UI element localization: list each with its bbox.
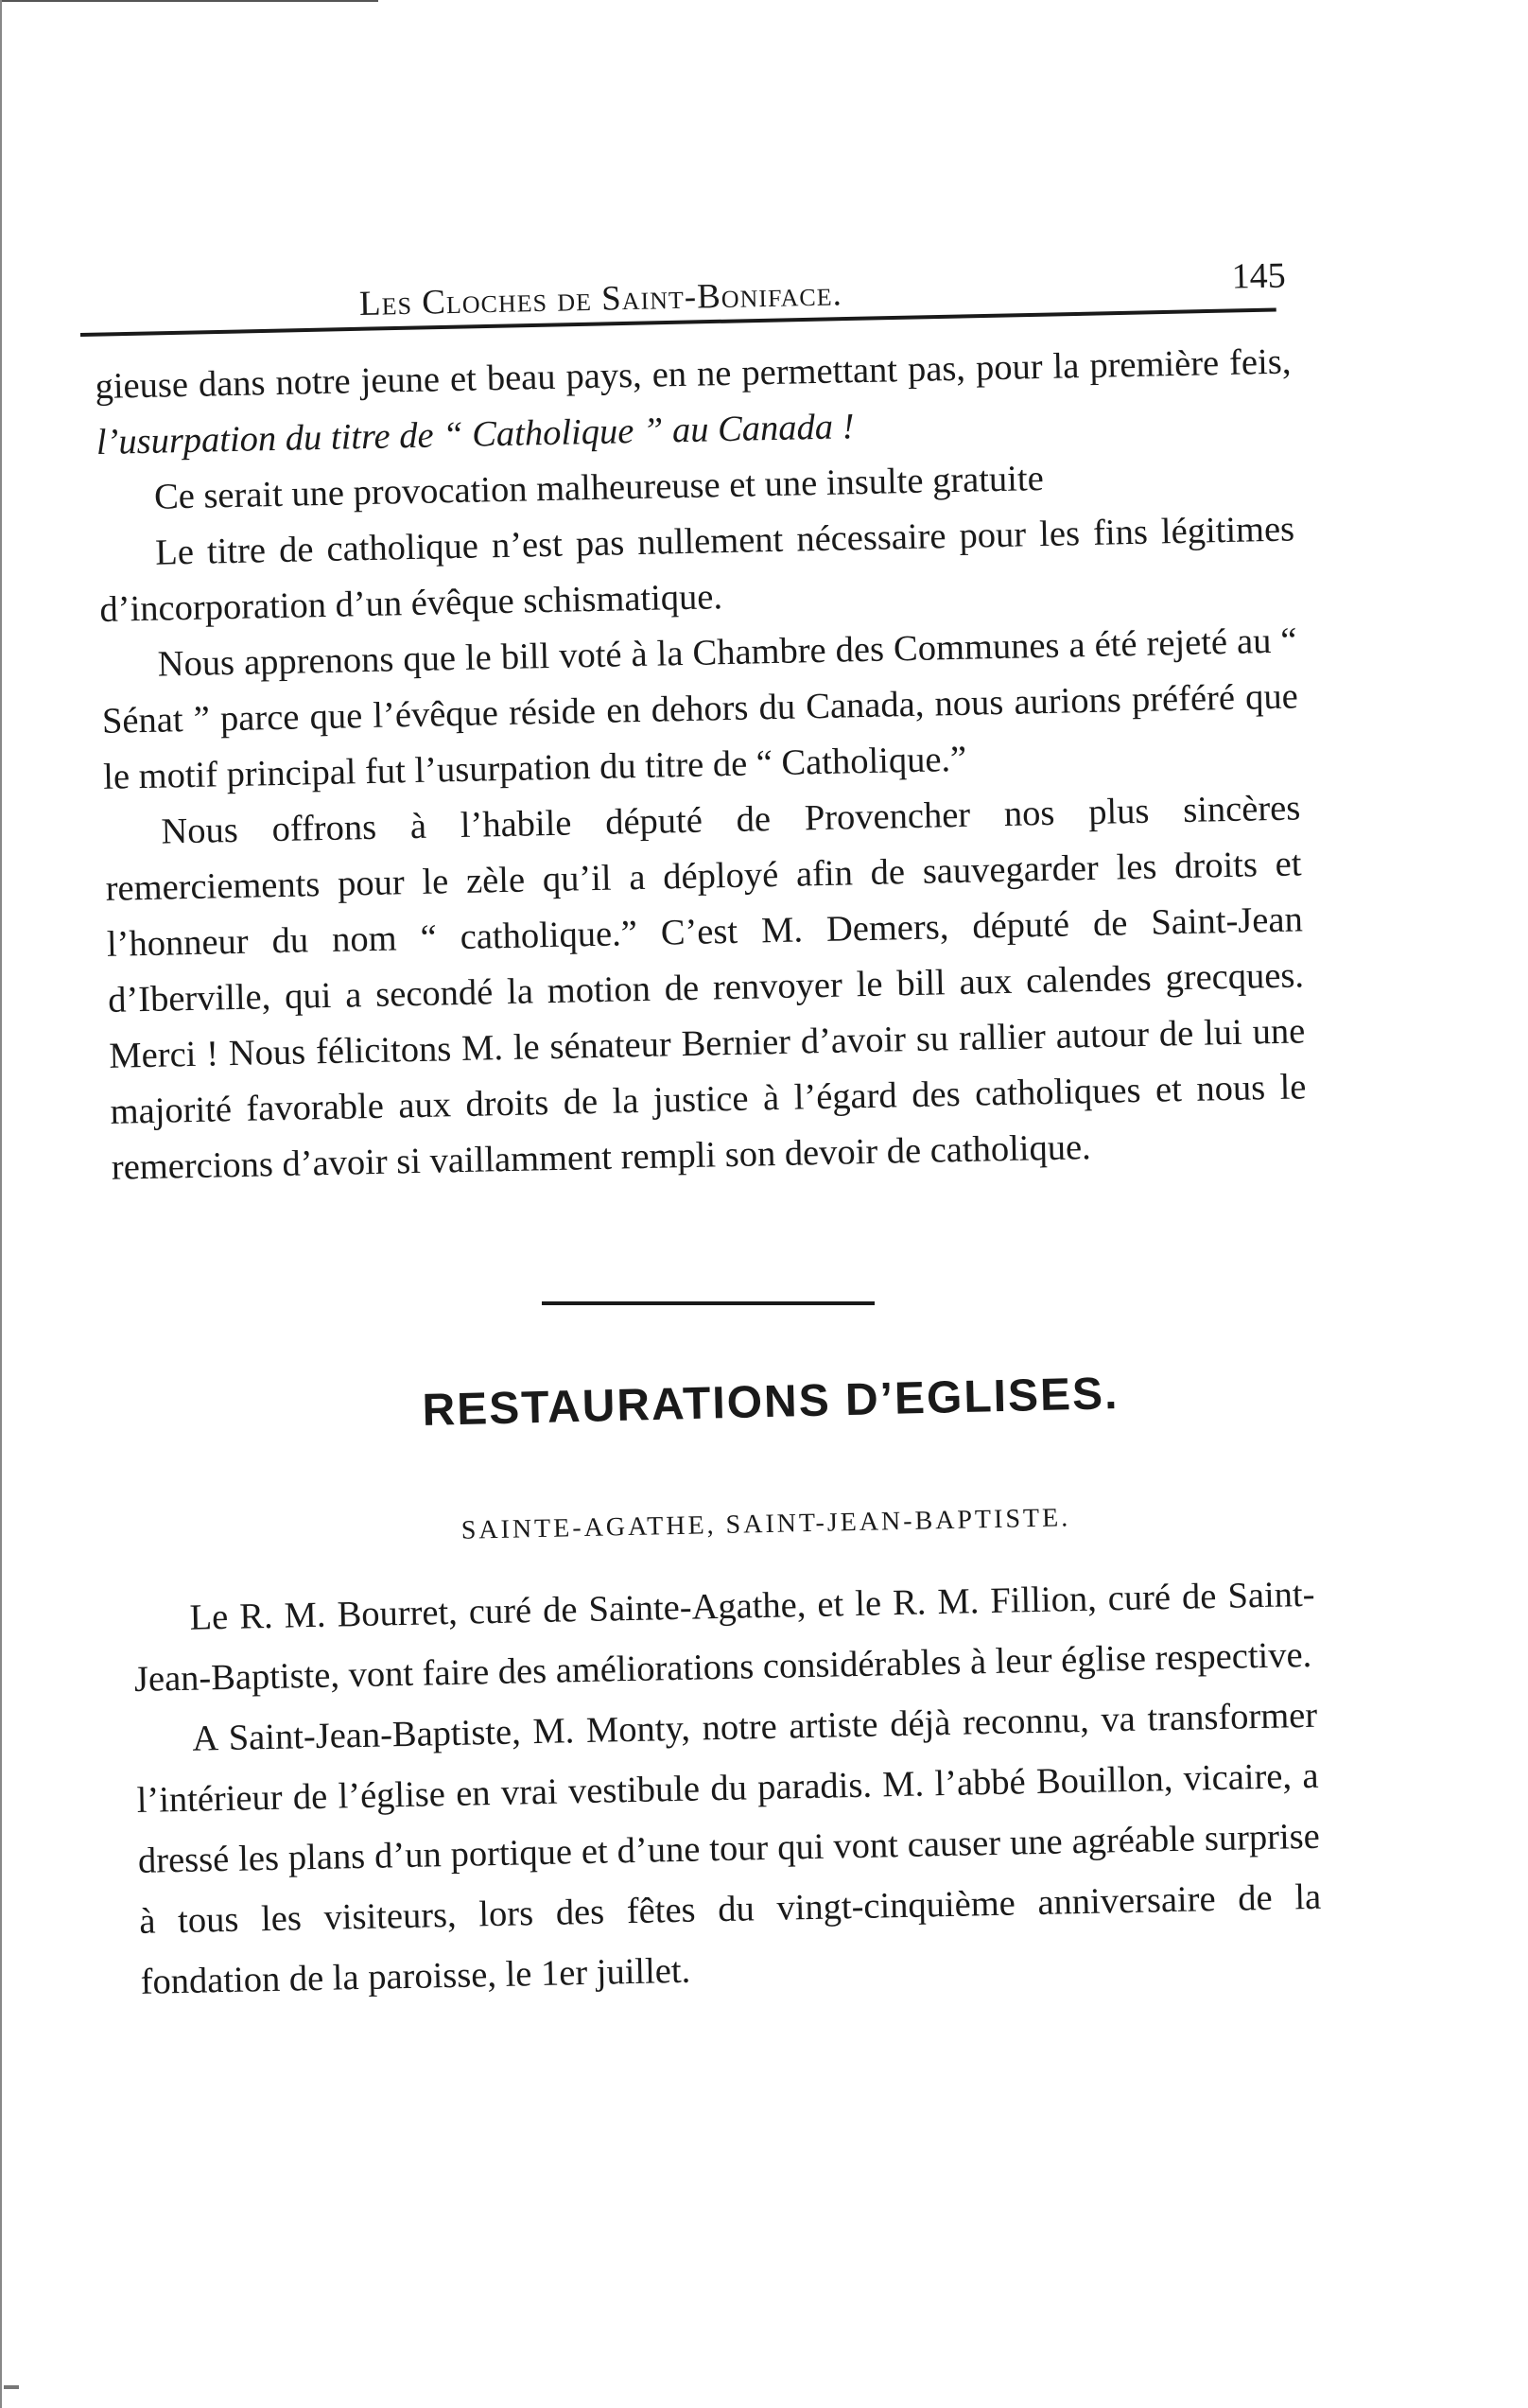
article-body: [95, 335, 1308, 1196]
paragraph-text: gieuse dans notre jeune et beau pays, en ne permettant pas, pour la première feis,: [95, 341, 1292, 407]
page-number: 145: [1231, 255, 1287, 297]
paragraph: Nous apprenons que le bill voté à la Chambre des Communes a été rejeté au “ Sénat ” parce que l’évêque réside en dehors du Canada, nous aurions préféré que le motif principal fut l’usurpation du titre de “ Catholique.”: [101, 620, 1299, 797]
paragraph: Ce serait une provocation malheureuse et une insulte gratuite: [153, 459, 1045, 517]
paragraph: Nous offrons à l’habile député de Provencher nos plus sincères remerciements pour le zèle qu’il a déployé afin de sauvegarder les droits et l’honneur du nom “ catholique.” C’est M. Demers, député de Saint-Jean d’Iberville, qui a secondé la motion de renvoyer le bill aux calendes grecques. Merci ! Nous félicitons M. le sénateur Bernier d’avoir su rallier autour de lui une majorité favorable aux droits de la justice à l’égard des catholiques et nous le remercions d’avoir si vaillamment rempli son devoir de catholique.: [105, 788, 1307, 1188]
section-divider: [542, 1301, 875, 1305]
section-subtitle: SAINTE-AGATHE, SAINT-JEAN-BAPTISTE.: [460, 1503, 1071, 1545]
scan-edge-left: [0, 0, 2, 2408]
italic-phrase: l’usurpation du titre de “ Catholique ” au Canada !: [96, 407, 855, 462]
section-body: [132, 1564, 1323, 2013]
scan-corner-mark: [4, 2385, 19, 2389]
paragraph: Le R. M. Bourret, curé de Sainte-Agathe, et le R. M. Fillion, curé de Saint-Jean-Baptiste, vont faire des améliorations considérables à leur église respective.: [133, 1574, 1315, 1700]
section-title: RESTAURATIONS D’EGLISES.: [421, 1369, 1120, 1436]
paragraph: Le titre de catholique n’est pas nullement nécessaire pour les fins légitimes d’incorporation d’un évêque schismatique.: [99, 509, 1295, 630]
scan-edge-top: [0, 0, 378, 2]
running-title: Les Cloches de Saint-Boniface.: [358, 274, 843, 323]
paragraph: A Saint-Jean-Baptiste, M. Monty, notre artiste déjà reconnu, va transformer l’intérieur de l’église en vrai vestibule du paradis. M. l’abbé Bouillon, vicaire, a dressé les plans d’un portique et d’une tour qui vont causer une agréable surprise à tous les visiteurs, lors des fêtes du vingt-cinquième anniversaire de la fondation de la paroisse, le 1er juillet.: [136, 1695, 1322, 2002]
